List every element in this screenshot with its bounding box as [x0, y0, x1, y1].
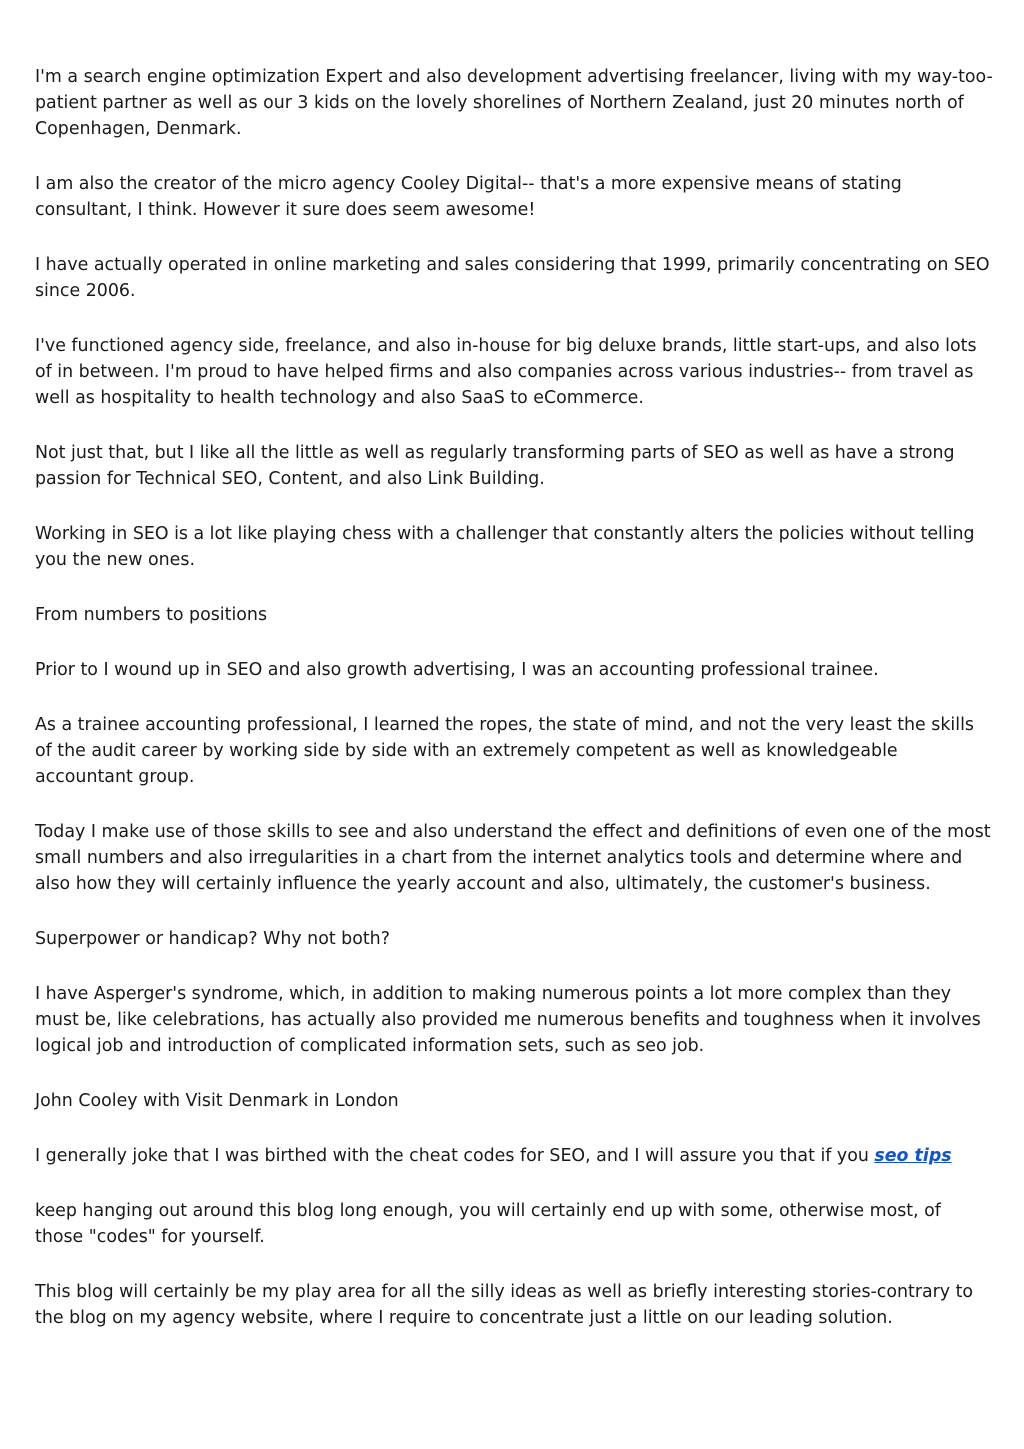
- paragraph-accounting: Prior to I wound up in SEO and also growth advertising, I was an accounting professional trainee.: [35, 660, 879, 680]
- paragraph-cheat-codes-text: I generally joke that I was birthed with the cheat codes for SEO, and I will assure you that if you: [35, 1146, 875, 1166]
- paragraph-trainee: As a trainee accounting professional, I learned the ropes, the state of mind, and not the very least the skills of the audit career by working side by side with an extremely competent as well as knowledgeable accountant group.: [35, 715, 974, 787]
- seo-tips-link[interactable]: seo tips: [874, 1146, 952, 1166]
- paragraph-experience: I have actually operated in online marketing and sales considering that 1999, primarily concentrating on SEO since 2006.: [35, 255, 990, 301]
- section-heading-superpower: Superpower or handicap? Why not both?: [35, 929, 390, 949]
- paragraph-codes: keep hanging out around this blog long enough, you will certainly end up with some, otherwise most, of those "codes" for yourself.: [35, 1201, 941, 1247]
- paragraph-asperger: I have Asperger's syndrome, which, in addition to making numerous points a lot more complex than they must be, like celebrations, has actually also provided me numerous benefits and toughness when it involves logical job and introduction of complicated information sets, such as seo job.: [35, 984, 981, 1056]
- paragraph-intro: I'm a search engine optimization Expert and also development advertising freelancer, living with my way-too-patient partner as well as our 3 kids on the lovely shorelines of Northern Zealand, just 20 minutes north of Copenhagen, Denmark.: [35, 67, 993, 139]
- paragraph-cheat-codes: [35, 1143, 993, 1169]
- paragraph-chess: Working in SEO is a lot like playing chess with a challenger that constantly alters the policies without telling you the new ones.: [35, 524, 975, 570]
- paragraph-passion: Not just that, but I like all the little as well as regularly transforming parts of SEO as well as have a strong passion for Technical SEO, Content, and also Link Building.: [35, 443, 955, 489]
- paragraph-blog: This blog will certainly be my play area for all the silly ideas as well as briefly interesting stories-contrary to the blog on my agency website, where I require to concentrate just a little on our leading solution.: [35, 1282, 974, 1328]
- paragraph-work-history: I've functioned agency side, freelance, and also in-house for big deluxe brands, little start-ups, and also lots of in between. I'm proud to have helped firms and also companies across various industries-- from travel as well as hospitality to health technology and also SaaS to eCommerce.: [35, 336, 977, 408]
- document-body: [35, 64, 993, 1360]
- paragraph-skills: Today I make use of those skills to see and also understand the effect and definitions of even one of the most small numbers and also irregularities in a chart from the internet analytics tools and determine where and also how they will certainly influence the yearly account and also, ultimately, the customer's business.: [35, 822, 991, 894]
- section-heading-numbers: From numbers to positions: [35, 605, 268, 625]
- caption-visit-denmark: John Cooley with Visit Denmark in London: [35, 1091, 399, 1111]
- paragraph-agency: I am also the creator of the micro agency Cooley Digital-- that's a more expensive means of stating consultant, I think. However it sure does seem awesome!: [35, 174, 902, 220]
